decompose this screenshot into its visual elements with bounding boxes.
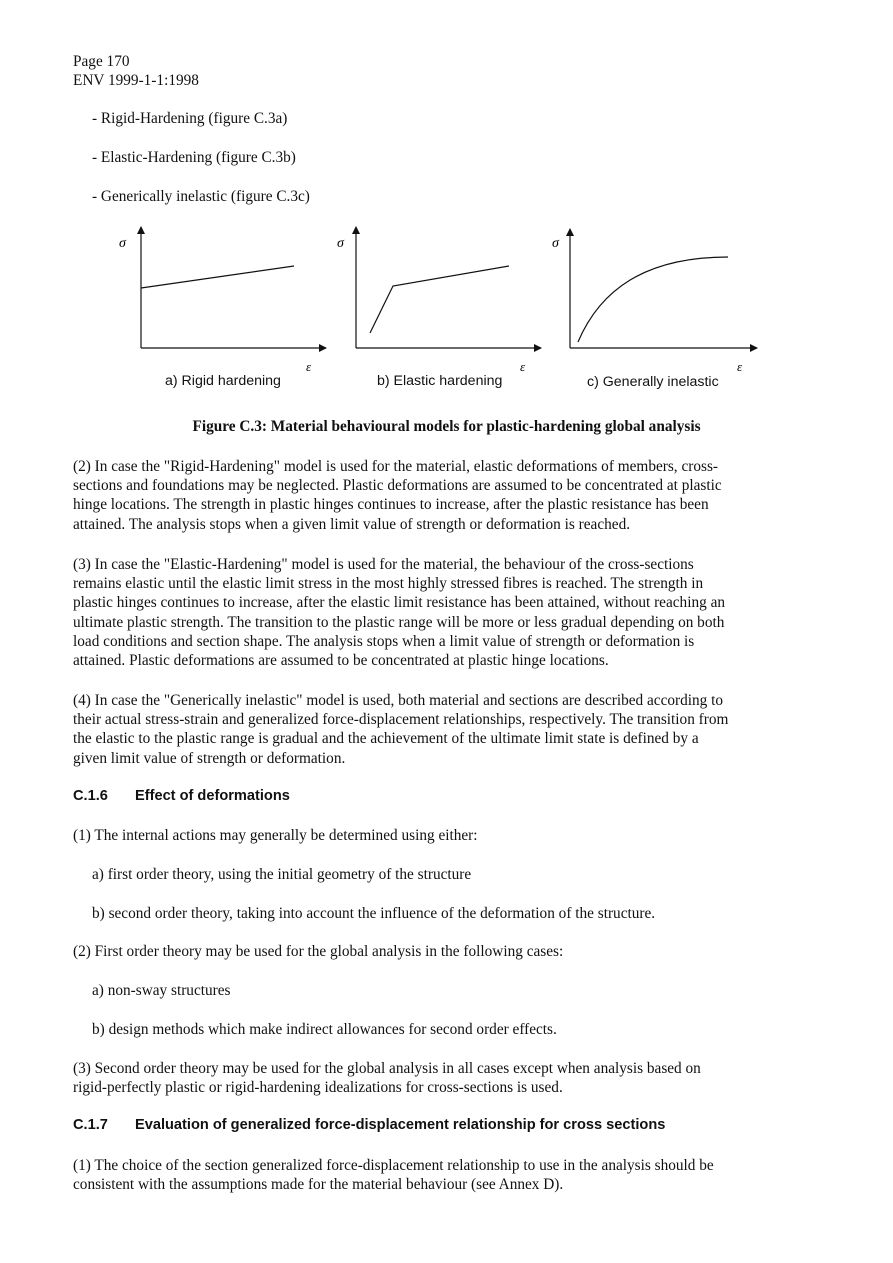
y-axis-symbol: σ — [119, 236, 126, 251]
text-line: their actual stress-strain and generalized force-displacement relationships, respectively. The transition from — [73, 711, 729, 729]
c16-paragraph-1: (1) The internal actions may generally be determined using either: — [73, 827, 478, 844]
text-line: attained. The analysis stops when a given limit value of strength or deformation is reached. — [73, 515, 631, 533]
c16-item-a: a) first order theory, using the initial geometry of the structure — [92, 866, 472, 883]
text-line: the elastic to the plastic range is gradual and the achievement of the ultimate limit state is defined by a — [73, 730, 699, 748]
text-line: (1) The choice of the section generalized force-displacement relationship to use in the analysis should be — [73, 1157, 714, 1174]
c17-paragraph-1 — [73, 1156, 813, 1194]
section-number: C.1.7 — [73, 1117, 108, 1133]
section-number: C.1.6 — [73, 788, 108, 804]
model-list-item: - Elastic-Hardening (figure C.3b) — [92, 149, 296, 166]
section-title: Evaluation of generalized force-displacement relationship for cross sections — [135, 1117, 666, 1133]
text-line: load conditions and section shape. The analysis stops when a limit value of strength or deformation is — [73, 632, 695, 650]
c16-item-b: b) design methods which make indirect allowances for second order effects. — [92, 1021, 557, 1038]
model-list-item: - Generically inelastic (figure C.3c) — [92, 188, 310, 205]
x-axis-symbol: ε — [737, 359, 743, 374]
x-axis-symbol: ε — [520, 359, 526, 374]
text-line: ultimate plastic strength. The transition to the plastic range will be more or less gradual depending on both — [73, 613, 725, 631]
y-axis-symbol: σ — [337, 236, 344, 251]
c16-paragraph-2: (2) First order theory may be used for the global analysis in the following cases: — [73, 943, 564, 960]
x-axis-symbol: ε — [306, 359, 312, 374]
panel-c-generally-inelastic — [552, 229, 757, 374]
hardening-curve — [141, 266, 294, 288]
text-line: attained. Plastic deformations are assumed to be concentrated at plastic hinge locations. — [73, 652, 609, 670]
text-line: consistent with the assumptions made for the material behaviour (see Annex D). — [73, 1176, 564, 1194]
text-line: sections and foundations may be neglected. Plastic deformations are assumed to be concentrated at plastic — [73, 477, 722, 495]
hardening-curve — [370, 266, 509, 333]
page-header — [73, 52, 199, 90]
section-heading-c17 — [73, 1117, 665, 1133]
text-line: (3) In case the "Elastic-Hardening" model is used for the material, the behaviour of the cross-sections — [73, 556, 694, 573]
panel-a-label: a) Rigid hardening — [165, 373, 281, 389]
text-line: (3) Second order theory may be used for the global analysis in all cases except when analysis based on — [73, 1060, 701, 1077]
y-axis-symbol: σ — [552, 236, 559, 251]
text-line: given limit value of strength or deformation. — [73, 749, 346, 767]
panel-b-label: b) Elastic hardening — [377, 373, 503, 389]
figure-caption: Figure C.3: Material behavioural models for plastic-hardening global analysis — [192, 418, 701, 435]
document-id: ENV 1999-1-1:1998 — [73, 72, 199, 89]
panel-a-rigid-hardening — [119, 227, 326, 374]
paragraph-4 — [73, 691, 813, 768]
c16-item-a: a) non-sway structures — [92, 982, 231, 999]
paragraph-3 — [73, 555, 813, 670]
panel-c-label: c) Generally inelastic — [587, 374, 719, 390]
text-line: (4) In case the "Generically inelastic" model is used, both material and sections are described according to — [73, 692, 724, 709]
page-number: Page 170 — [73, 53, 130, 70]
model-list-item: - Rigid-Hardening (figure C.3a) — [92, 110, 288, 127]
text-line: hinge locations. The strength in plastic hinges continues to increase, after the plastic resistance has been — [73, 496, 709, 514]
text-line: rigid-perfectly plastic or rigid-hardening idealizations for cross-sections is used. — [73, 1079, 563, 1097]
section-title: Effect of deformations — [135, 788, 290, 804]
c16-paragraph-3 — [73, 1059, 813, 1097]
text-line: plastic hinges continues to increase, after the elastic limit resistance has been attained, without reaching an — [73, 594, 726, 612]
inelastic-curve — [578, 257, 728, 342]
text-line: (2) In case the "Rigid-Hardening" model is used for the material, elastic deformations of members, cross- — [73, 458, 718, 475]
section-heading-c16 — [73, 788, 290, 804]
text-line: remains elastic until the elastic limit stress in the most highly stressed fibres is reached. The strength in — [73, 575, 704, 593]
paragraph-2 — [73, 457, 813, 534]
panel-b-elastic-hardening — [337, 227, 541, 374]
c16-item-b: b) second order theory, taking into account the influence of the deformation of the structure. — [92, 905, 656, 922]
